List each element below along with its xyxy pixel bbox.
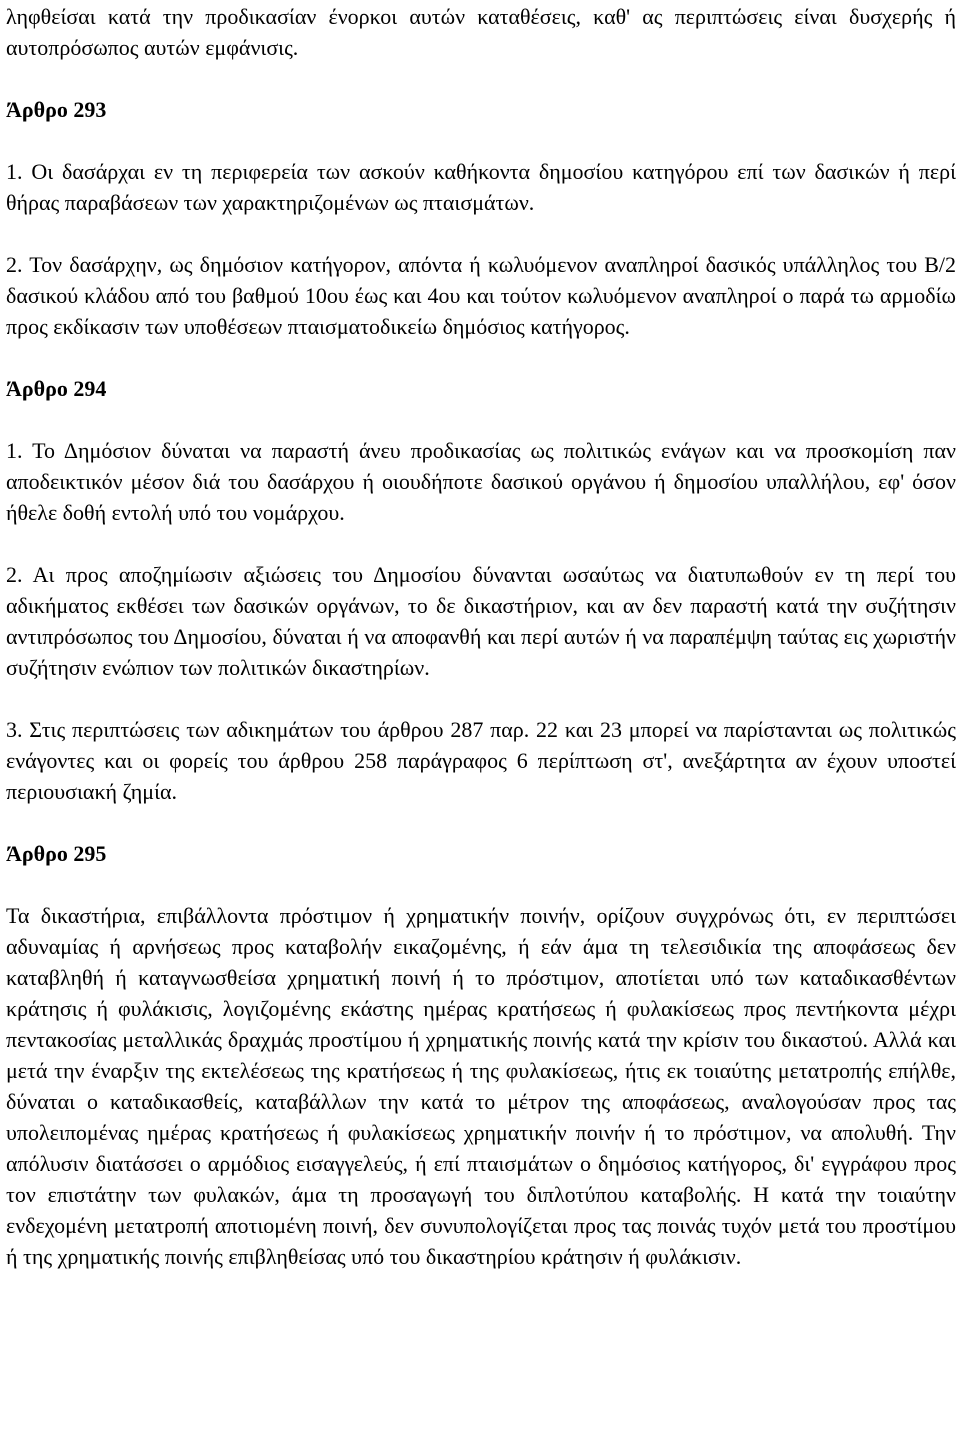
article-293-paragraph-1: 1. Οι δασάρχαι εν τη περιφερεία των ασκούν καθήκοντα δημοσίου κατηγόρου επί των δασικών ή περί θήρας παραβάσεων των χαρακτηριζομένων ως πταισμάτων. — [6, 159, 956, 215]
article-294-paragraph-3: 3. Στις περιπτώσεις των αδικημάτων του άρθρου 287 παρ. 22 και 23 μπορεί να παρίστανται ως πολιτικώς ενάγοντες και οι φορείς του άρθρου 258 παράγραφος 6 περίπτωση στ', ανεξάρτητα αν έχουν υποστεί περιουσιακή ζημία. — [6, 717, 956, 804]
article-293-paragraph-2: 2. Τον δασάρχην, ως δημόσιον κατήγορον, απόντα ή κωλυόμενον αναπληροί δασικός υπάλληλος του Β/2 δασικού κλάδου από του βαθμού 10ου έως και 4ου και τούτον κωλυόμενον αναπληροί ο παρά τω αρμοδίω προς εκδίκασιν των υποθέσεων πταισματοδικείω δημόσιος κατήγορος. — [6, 252, 956, 339]
article-295-paragraph-1: Τα δικαστήρια, επιβάλλοντα πρόστιμον ή χρηματικήν ποινήν, ορίζουν συγχρόνως ότι, εν περιπτώσει αδυναμίας ή αρνήσεως προς καταβολήν εικαζομένης, ή εάν άμα τη τελεσιδικία της αποφάσεως δεν καταβληθή ή καταγνωσθείσα χρηματική ποινή ή το πρόστιμον, αποτίεται υπό των καταδικασθέντων κράτησις ή φυλάκισις, λογιζομένης εκάστης ημέρας κρατήσεως ή φυλακίσεως προς πεντήκοντα μέχρι πεντακοσίας μεταλλικάς δραχμάς προστίμου ή χρηματικής ποινής κατά την κρίσιν του δικαστού. Αλλά και μετά την έναρξιν της εκτελέσεως της κρατήσεως ή της φυλακίσεως, ήτις εκ τοιαύτης μετατροπής επήλθε, δύναται ο καταδικασθείς, καταβάλλων την κατά το μέτρον της αποφάσεως, αναλογούσαν προς τας υπολειπομένας ημέρας κρατήσεως ή φυλακίσεως χρηματικήν ποινήν ή το πρόστιμον, να απολυθή. Την απόλυσιν διατάσσει ο αρμόδιος εισαγγελεύς, ή επί πταισμάτων ο δημόσιος κατήγορος, δι' εγγράφου προς τον επιστάτην των φυλακών, άμα τη προσαγωγή του διπλοτύπου καταβολής. Η κατά την τοιαύτην ενδεχομένη μετατροπή αποτιομένη ποινή, δεν συνυπολογίζεται προς τας ποινάς τυχόν μετά του προστίμου ή της χρηματικής ποινής επιβληθείσας υπό του δικαστηρίου κράτησιν ή φυλάκισιν. — [6, 903, 956, 1269]
article-293-heading: Άρθρο 293 — [6, 97, 107, 122]
article-294-heading: Άρθρο 294 — [6, 376, 107, 401]
article-295-heading: Άρθρο 295 — [6, 841, 107, 866]
article-294-paragraph-1: 1. Το Δημόσιον δύναται να παραστή άνευ προδικασίας ως πολιτικώς ενάγων και να προσκομίση παν αποδεικτικόν μέσον διά του δασάρχου ή οιουδήποτε δασικού οργάνου ή δημοσίου υπαλλήλου, εφ' όσον ήθελε δοθή εντολή υπό του νομάρχου. — [6, 438, 956, 525]
opening-paragraph: ληφθείσαι κατά την προδικασίαν ένορκοι αυτών καταθέσεις, καθ' ας περιπτώσεις είναι δυσχερής ή αυτοπρόσωπος αυτών εμφάνισις. — [6, 4, 956, 60]
article-294-paragraph-2: 2. Αι προς αποζημίωσιν αξιώσεις του Δημοσίου δύνανται ωσαύτως να διατυπωθούν εν τη περί του αδικήματος εκθέσει των δασικών οργάνων, το δε δικαστήριον, και αν δεν παραστή κατά την συζήτησιν αντιπρόσωπος του Δημοσίου, δύναται ή να αποφανθή και περί αυτών ή να παραπέμψη ταύτας εις χωριστήν συζήτησιν ενώπιον των πολιτικών δικαστηρίων. — [6, 562, 956, 680]
document-page — [0, 1, 960, 1454]
